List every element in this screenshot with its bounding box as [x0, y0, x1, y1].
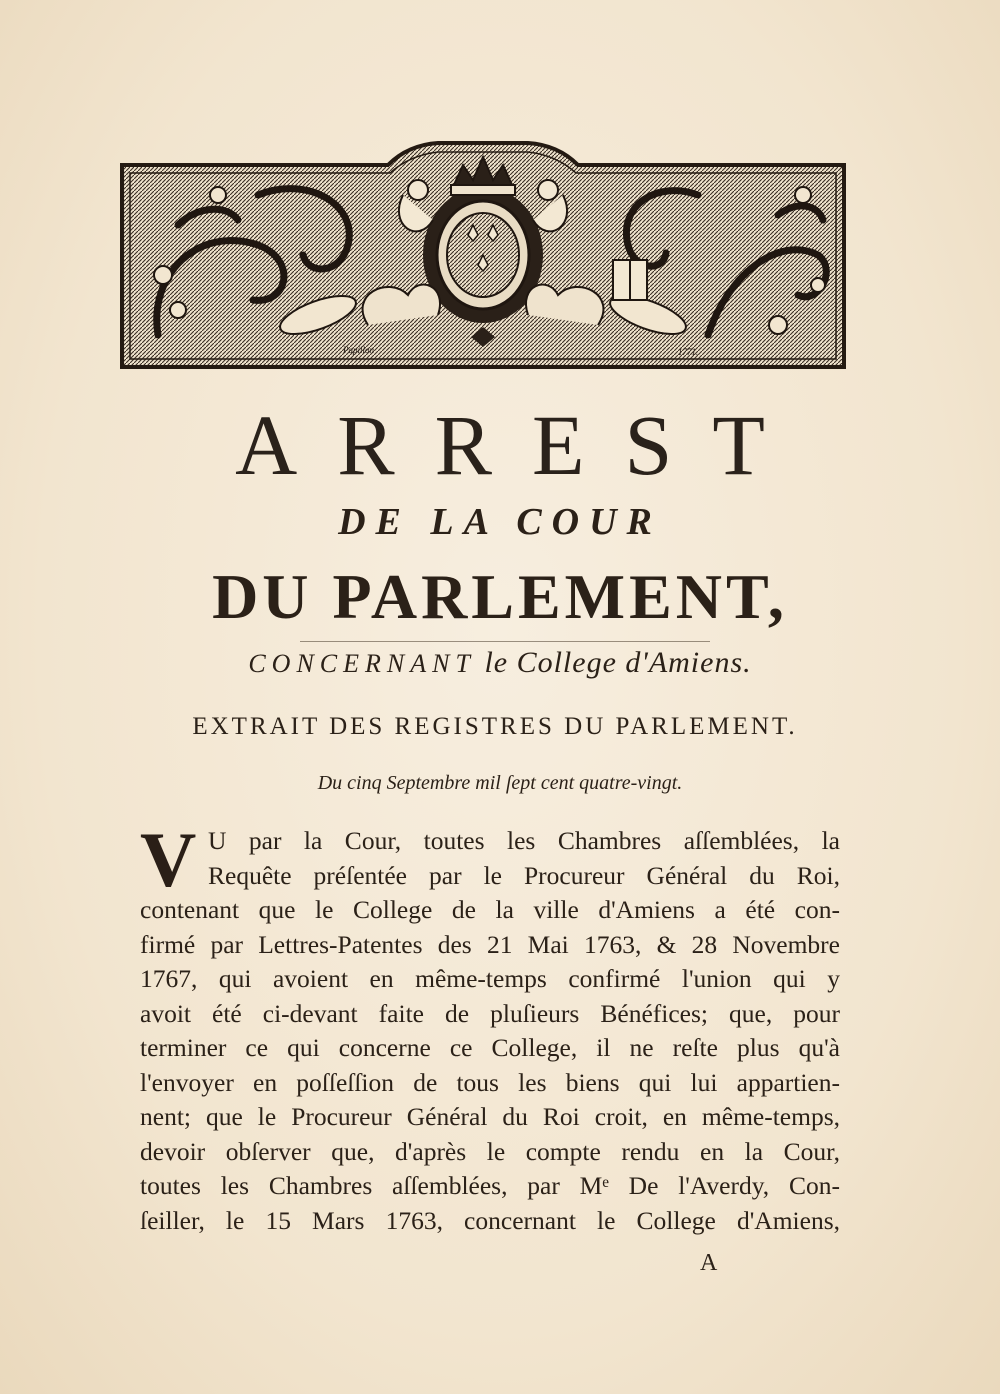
body-line: devoir obſerver que, d'après le compte rendu en la Cour, — [140, 1136, 840, 1166]
body-line: avoit été ci-devant faite de pluſieurs Bénéfices; que, pour — [140, 998, 840, 1028]
concernant-rest: le College d'Amiens. — [484, 646, 752, 679]
body-text — [140, 816, 840, 1238]
body-line: terminer ce qui concerne ce College, il ne reſte plus qu'à — [140, 1033, 840, 1062]
drop-cap: V — [140, 816, 197, 903]
title-divider — [300, 641, 710, 642]
title-du-parlement: DU PARLEMENT, — [212, 561, 788, 632]
body-line: firmé par Lettres-Patentes des 21 Mai 1763, & 28 Novembre — [140, 929, 840, 959]
engraving-year: 1771. — [678, 347, 699, 357]
body-line: ſeiller, le 15 Mars 1763, concernant le College d'Amiens, — [140, 1205, 840, 1235]
body-line: contenant que le College de la ville d'Amiens a été con- — [140, 895, 840, 924]
body-line: 1767, qui avoient en même-temps confirmé l'union qui y — [140, 964, 840, 993]
signature-mark: A — [700, 1250, 718, 1276]
body-line: l'envoyer en poſſeſſion de tous les biens qui lui appartien- — [140, 1067, 840, 1097]
subtitle-concernant — [0, 646, 1000, 680]
body-line: Requête préſentée par le Procureur Général du Roi, — [208, 860, 840, 890]
body-line: U par la Cour, toutes les Chambres aſſemblées, la — [208, 826, 840, 855]
body-line: nent; que le Procureur Général du Roi croit, en même-temps, — [140, 1102, 840, 1131]
concernant-prefix: CONCERNANT — [248, 649, 476, 678]
engraver-mark: Papillon — [343, 345, 374, 355]
body-line: toutes les Chambres aſſemblées, par Mᵉ De l'Averdy, Con- — [140, 1171, 840, 1200]
title-de-la-cour: DE LA COUR — [338, 501, 662, 543]
extrait-heading: EXTRAIT DES REGISTRES DU PARLEMENT. — [192, 713, 798, 740]
headpiece-ornament — [118, 135, 848, 373]
date-line: Du cinq Septembre mil ſept cent quatre-vingt. — [317, 772, 683, 794]
title-arrest: ARREST — [235, 397, 805, 493]
